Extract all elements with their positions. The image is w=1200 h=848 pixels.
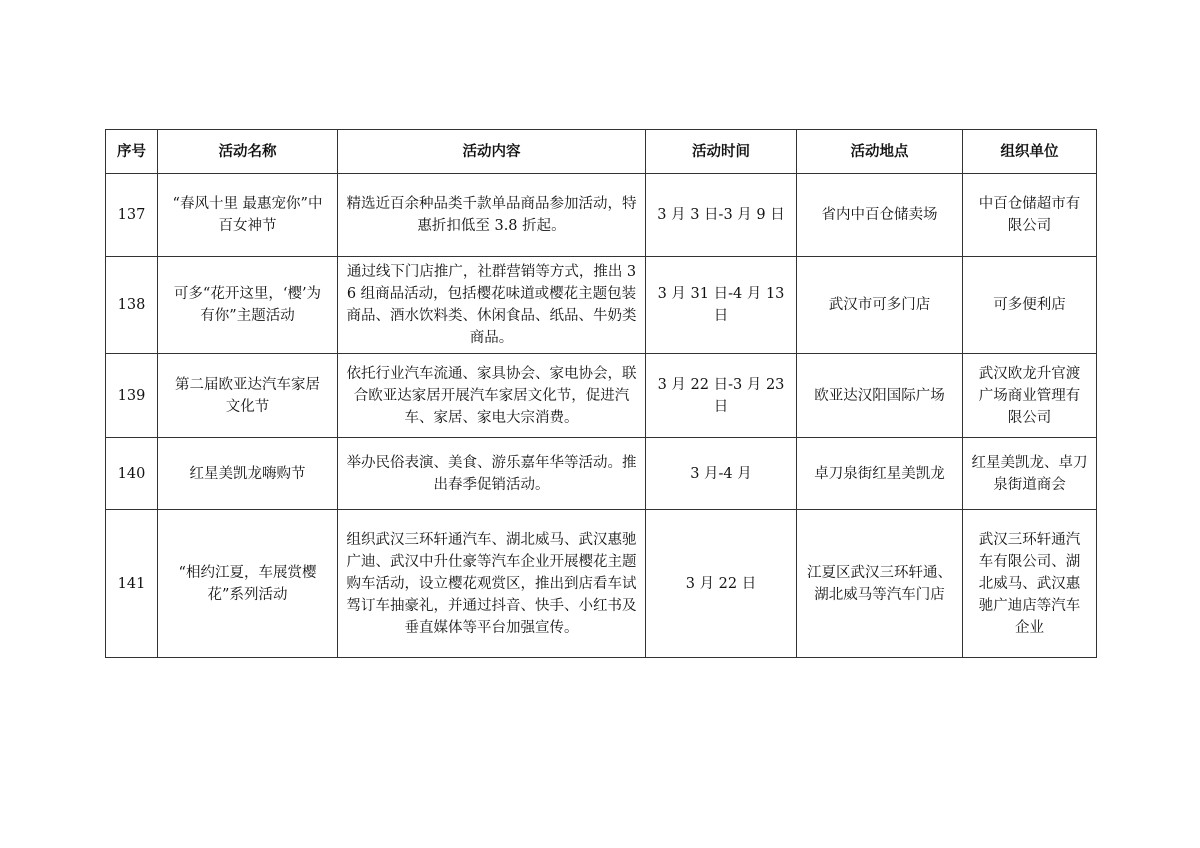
cell-place: 卓刀泉街红星美凯龙 [797, 438, 963, 510]
cell-place: 武汉市可多门店 [797, 257, 963, 354]
cell-time: 3 月 22 日-3 月 23 日 [646, 354, 797, 438]
header-place: 活动地点 [797, 130, 963, 174]
cell-content: 精选近百余种品类千款单品商品参加活动，特惠折扣低至 3.8 折起。 [338, 174, 646, 257]
cell-time: 3 月 22 日 [646, 510, 797, 658]
cell-time: 3 月 3 日-3 月 9 日 [646, 174, 797, 257]
cell-place: 省内中百仓储卖场 [797, 174, 963, 257]
cell-name: 第二届欧亚达汽车家居文化节 [158, 354, 338, 438]
cell-org: 武汉欧龙升官渡广场商业管理有限公司 [963, 354, 1097, 438]
header-name: 活动名称 [158, 130, 338, 174]
header-no: 序号 [106, 130, 158, 174]
table-row [106, 354, 1097, 438]
activity-table [105, 129, 1097, 658]
cell-content: 通过线下门店推广，社群营销等方式，推出 36 组商品活动，包括樱花味道或樱花主题包装商品、酒水饮料类、休闲食品、纸品、牛奶类商品。 [338, 257, 646, 354]
table-row [106, 174, 1097, 257]
cell-org: 红星美凯龙、卓刀泉街道商会 [963, 438, 1097, 510]
cell-org: 中百仓储超市有限公司 [963, 174, 1097, 257]
cell-no: 141 [106, 510, 158, 658]
cell-no: 140 [106, 438, 158, 510]
table-row [106, 257, 1097, 354]
cell-no: 137 [106, 174, 158, 257]
table-header-row [106, 130, 1097, 174]
header-org: 组织单位 [963, 130, 1097, 174]
table-row [106, 438, 1097, 510]
cell-name: 红星美凯龙嗨购节 [158, 438, 338, 510]
cell-org: 武汉三环轩通汽车有限公司、湖北威马、武汉惠驰广迪店等汽车企业 [963, 510, 1097, 658]
cell-content: 举办民俗表演、美食、游乐嘉年华等活动。推出春季促销活动。 [338, 438, 646, 510]
cell-name: “相约江夏，车展赏樱花”系列活动 [158, 510, 338, 658]
cell-no: 138 [106, 257, 158, 354]
cell-content: 依托行业汽车流通、家具协会、家电协会，联合欧亚达家居开展汽车家居文化节，促进汽车、家居、家电大宗消费。 [338, 354, 646, 438]
cell-content: 组织武汉三环轩通汽车、湖北威马、武汉惠驰广迪、武汉中升仕豪等汽车企业开展樱花主题购车活动，设立樱花观赏区，推出到店看车试驾订车抽豪礼，并通过抖音、快手、小红书及垂直媒体等平台加强宣传。 [338, 510, 646, 658]
cell-time: 3 月-4 月 [646, 438, 797, 510]
cell-time: 3 月 31 日-4 月 13 日 [646, 257, 797, 354]
cell-name: “春风十里 最惠宠你”中百女神节 [158, 174, 338, 257]
cell-name: 可多“花开这里，‘樱’为有你”主题活动 [158, 257, 338, 354]
header-time: 活动时间 [646, 130, 797, 174]
cell-place: 欧亚达汉阳国际广场 [797, 354, 963, 438]
cell-org: 可多便利店 [963, 257, 1097, 354]
header-content: 活动内容 [338, 130, 646, 174]
cell-place: 江夏区武汉三环轩通、湖北威马等汽车门店 [797, 510, 963, 658]
cell-no: 139 [106, 354, 158, 438]
table-row [106, 510, 1097, 658]
